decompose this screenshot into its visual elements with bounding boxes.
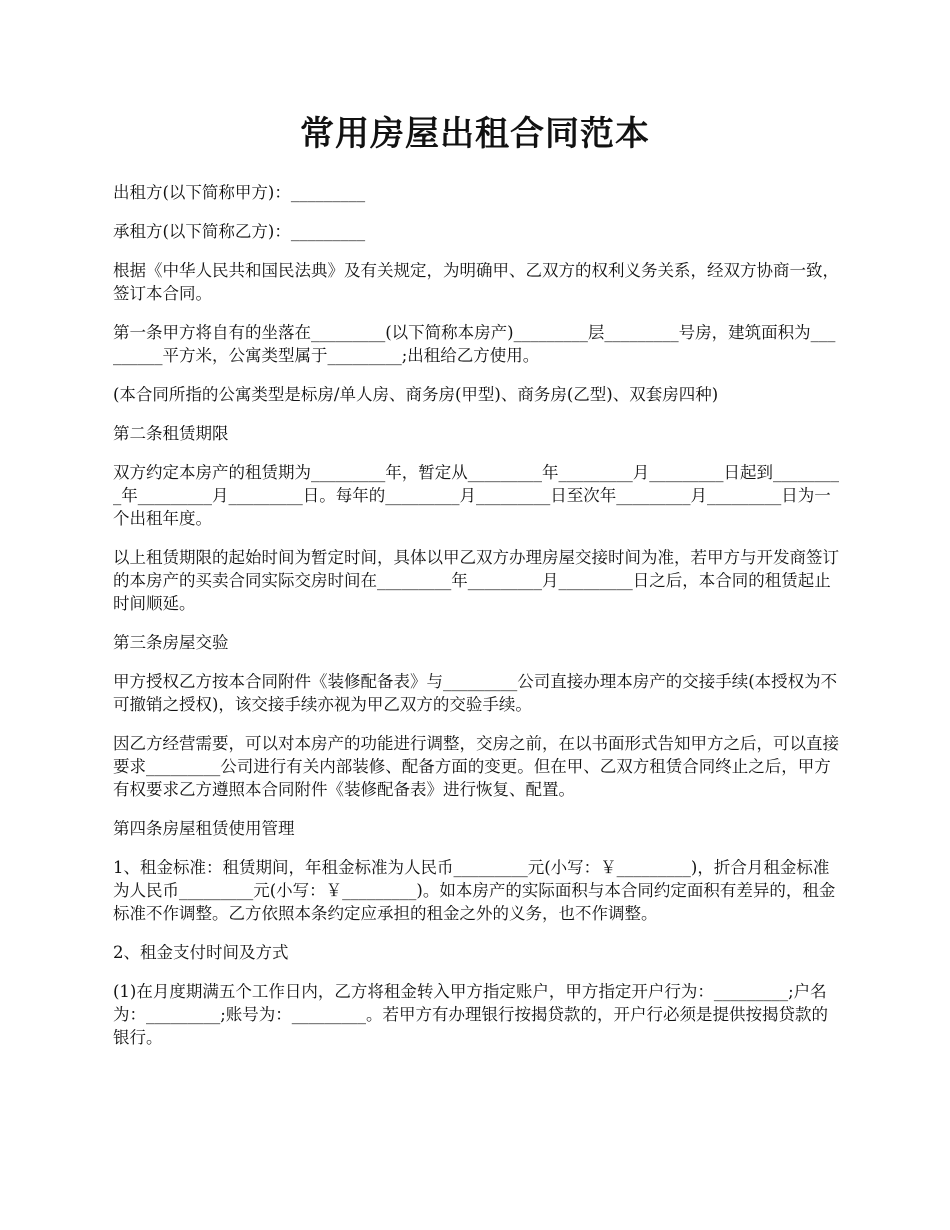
lease-term-adjustment-paragraph: 以上租赁期限的起始时间为暂定时间，具体以甲乙双方办理房屋交接时间为准，若甲方与开发商签订的本房产的买卖合同实际交房时间在_________年_________月_________日之后，本合同的租赁起止时间顺延。 xyxy=(113,548,839,613)
function-adjustment-paragraph: 因乙方经营需要，可以对本房产的功能进行调整，交房之前，在以书面形式告知甲方之后，可以直接要求_________公司进行有关内部装修、配备方面的变更。但在甲、乙双方租赁合同终止之后，甲方有权要求乙方遵照本合同附件《装修配备表》进行恢复、配置。 xyxy=(113,734,839,799)
article-2-heading: 第二条租赁期限 xyxy=(113,424,229,443)
rent-standard-paragraph: 1、租金标准：租赁期间，年租金标准为人民币_________元(小写：￥_________)，折合月租金标准为人民币_________元(小写：￥_________)。如本房产的实际面积与本合同约定面积有差异的，租金标准不作调整。乙方依照本条约定应承担的租金之外的义务，也不作调整。 xyxy=(113,858,836,923)
article-3-heading: 第三条房屋交验 xyxy=(113,633,229,652)
rent-payment-method-paragraph: (1)在月度期满五个工作日内，乙方将租金转入甲方指定账户，甲方指定开户行为：_________;户名为：_________;账号为：_________。若甲方有办理银行按揭贷款的，开户行必须是提供按揭贷款的银行。 xyxy=(113,982,829,1047)
party-a-line: 出租方(以下简称甲方)：_________ xyxy=(113,183,366,202)
lease-term-paragraph: 双方约定本房产的租赁期为_________年，暂定从_________年_________月_________日起到_________年_________月_________日。每年的_________月_________日至次年_________月_________日为一个出租年度。 xyxy=(113,463,839,528)
party-b-line: 承租方(以下简称乙方)：_________ xyxy=(113,222,366,241)
apartment-type-note: (本合同所指的公寓类型是标房/单人房、商务房(甲型)、商务房(乙型)、双套房四种) xyxy=(113,385,719,404)
handover-authorization-paragraph: 甲方授权乙方按本合同附件《装修配备表》与_________公司直接办理本房产的交接手续(本授权为不可撤销之授权)，该交接手续亦视为甲乙双方的交验手续。 xyxy=(113,672,838,714)
article-4-heading: 第四条房屋租赁使用管理 xyxy=(113,819,295,838)
rent-payment-heading: 2、租金支付时间及方式 xyxy=(113,943,289,962)
document-title: 常用房屋出租合同范本 xyxy=(300,114,650,154)
article-1-paragraph: 第一条甲方将自有的坐落在_________(以下简称本房产)_________层_________号房，建筑面积为_________平方米，公寓类型属于_________;出租给乙方使用。 xyxy=(113,323,836,365)
document-body xyxy=(113,181,843,1065)
preamble-paragraph: 根据《中华人民共和国民法典》及有关规定，为明确甲、乙双方的权利义务关系，经双方协商一致，签订本合同。 xyxy=(113,261,839,303)
